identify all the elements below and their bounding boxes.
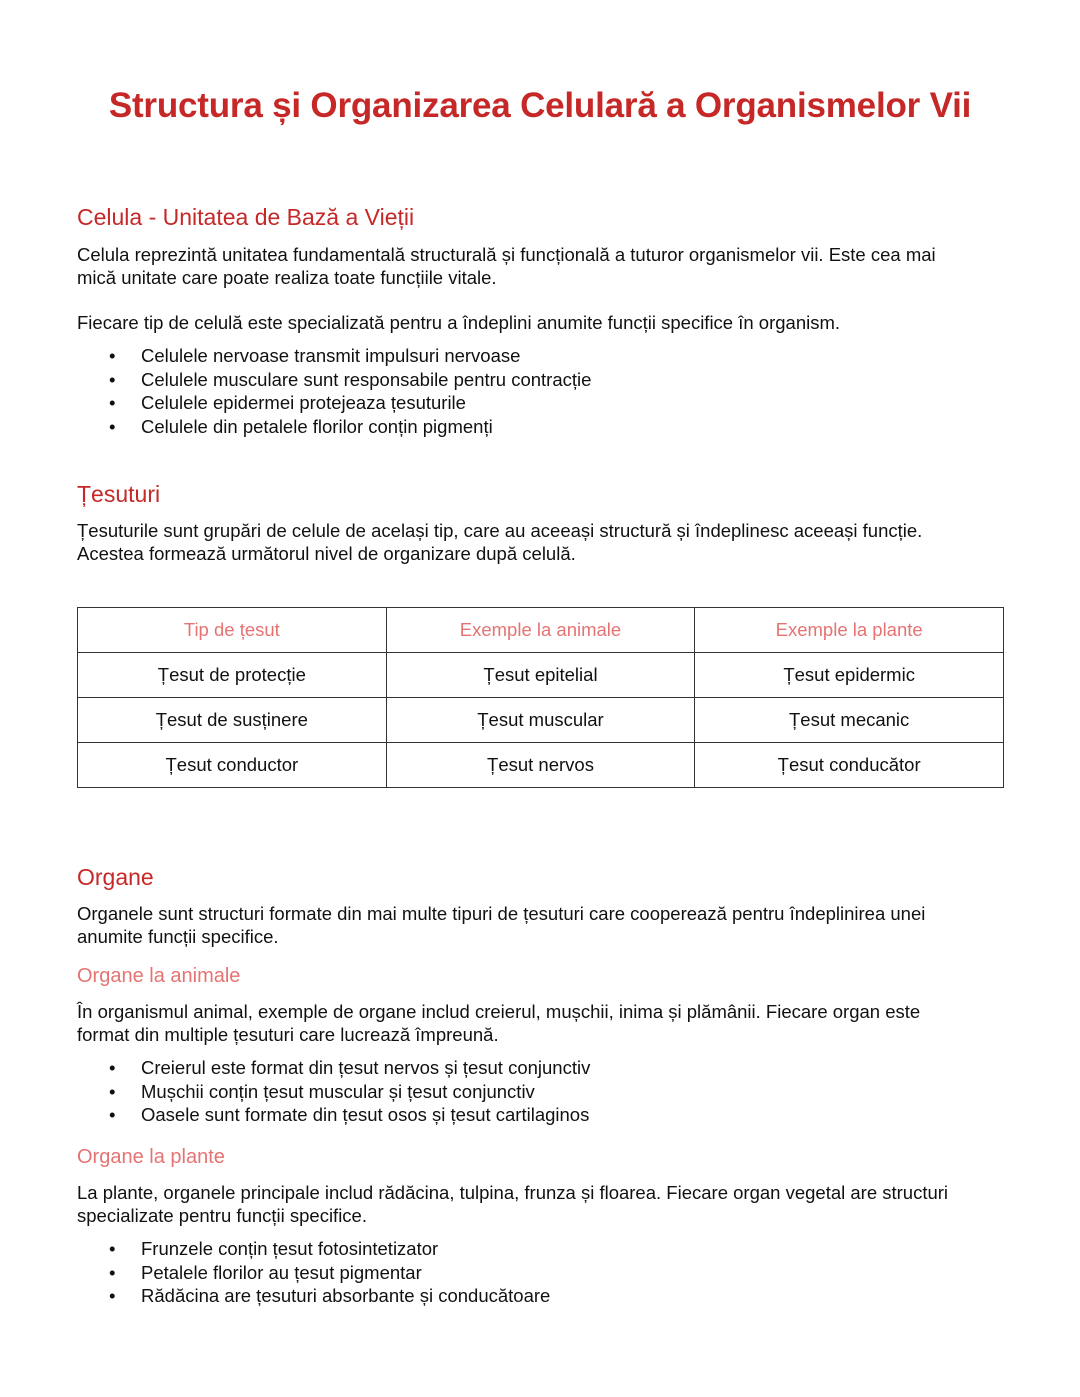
list-item-text: Celulele epidermei protejeaza țesuturile xyxy=(141,392,466,414)
list-item xyxy=(77,1261,550,1285)
bullet-list-organe-plante xyxy=(77,1237,550,1308)
bullet-icon: • xyxy=(109,392,116,414)
paragraph-line: În organismul animal, exemple de organe includ creierul, mușchii, inima și plămânii. Fiecare organ este xyxy=(77,1001,921,1022)
bullet-icon: • xyxy=(109,1285,116,1307)
paragraph-line: specializate pentru funcții specifice. xyxy=(77,1205,367,1226)
table-cell: Țesut nervos xyxy=(386,743,695,788)
paragraph-line: anumite funcții specifice. xyxy=(77,926,279,947)
bullet-list-celule xyxy=(77,344,591,439)
list-item-text: Mușchii conțin țesut muscular și țesut conjunctiv xyxy=(141,1080,535,1102)
table-header-cell: Exemple la plante xyxy=(695,608,1004,653)
bullet-icon: • xyxy=(109,416,116,438)
section-heading-organe: Organe xyxy=(77,864,154,890)
list-item xyxy=(77,391,591,415)
table-header-cell: Tip de țesut xyxy=(78,608,387,653)
table-row xyxy=(78,653,1004,698)
list-item-text: Oasele sunt formate din țesut osos și țesut cartilaginos xyxy=(141,1104,590,1126)
bullet-icon: • xyxy=(109,1104,116,1126)
page-title: Structura și Organizarea Celulară a Organismelor Vii xyxy=(108,86,972,125)
list-item xyxy=(77,1056,590,1080)
list-item xyxy=(77,368,591,392)
table-cell: Țesut muscular xyxy=(386,698,695,743)
paragraph-organe-animale xyxy=(77,1000,1003,1046)
section-heading-tesuturi: Țesuturi xyxy=(77,481,161,507)
section-heading-celula: Celula - Unitatea de Bază a Vieții xyxy=(77,204,415,230)
list-item-text: Celulele nervoase transmit impulsuri nervoase xyxy=(141,345,521,366)
list-item-text: Petalele florilor au țesut pigmentar xyxy=(141,1261,422,1283)
paragraph-line: La plante, organele principale includ rădăcina, tulpina, frunza și floarea. Fiecare organ vegetal are structuri xyxy=(77,1182,949,1203)
subsection-heading-organe-animale: Organe la animale xyxy=(77,965,241,987)
list-item xyxy=(77,415,591,439)
paragraph-organe-plante xyxy=(77,1181,1003,1227)
paragraph-line: format din multiple țesuturi care lucrează împreună. xyxy=(77,1024,499,1045)
table-cell: Țesut de protecție xyxy=(78,653,387,698)
paragraph-organe xyxy=(77,902,1003,948)
table-header-row xyxy=(78,608,1004,653)
paragraph-celula-specializare: Fiecare tip de celulă este specializată pentru a îndeplini anumite funcții specifice în organism. xyxy=(77,312,841,333)
subsection-heading-organe-plante: Organe la plante xyxy=(77,1146,225,1168)
list-item-text: Frunzele conțin țesut fotosintetizator xyxy=(141,1238,439,1259)
bullet-list-organe-animale xyxy=(77,1056,590,1127)
paragraph-line: Organele sunt structuri formate din mai multe tipuri de țesuturi care cooperează pentru îndeplinirea unei xyxy=(77,903,926,924)
list-item-text: Rădăcina are țesuturi absorbante și conducătoare xyxy=(141,1285,551,1307)
bullet-icon: • xyxy=(109,1080,116,1102)
table-cell: Țesut epitelial xyxy=(386,653,695,698)
bullet-icon: • xyxy=(109,1057,116,1078)
tissue-table xyxy=(77,607,1004,788)
list-item xyxy=(77,1080,590,1104)
table-row xyxy=(78,698,1004,743)
list-item-text: Celulele din petalele florilor conțin pigmenți xyxy=(141,416,493,438)
paragraph-tesuturi xyxy=(77,519,1003,565)
list-item-text: Celulele musculare sunt responsabile pentru contracție xyxy=(141,368,592,390)
table-cell: Țesut conductor xyxy=(78,743,387,788)
bullet-icon: • xyxy=(109,1238,116,1259)
table-cell: Țesut mecanic xyxy=(695,698,1004,743)
list-item-text: Creierul este format din țesut nervos și țesut conjunctiv xyxy=(141,1057,591,1078)
list-item xyxy=(77,344,591,368)
bullet-icon: • xyxy=(109,368,116,390)
table-cell: Țesut conducător xyxy=(695,743,1004,788)
paragraph-celula-intro xyxy=(77,243,1003,289)
list-item xyxy=(77,1103,590,1127)
bullet-icon: • xyxy=(109,1261,116,1283)
paragraph-line: mică unitate care poate realiza toate funcțiile vitale. xyxy=(77,267,497,288)
list-item xyxy=(77,1284,550,1308)
table-row xyxy=(78,743,1004,788)
paragraph-line: Celula reprezintă unitatea fundamentală structurală și funcțională a tuturor organismelor vii. Este cea mai xyxy=(77,244,936,265)
table-header-cell: Exemple la animale xyxy=(386,608,695,653)
paragraph-line: Acestea formează următorul nivel de organizare după celulă. xyxy=(77,543,576,564)
bullet-icon: • xyxy=(109,345,116,366)
table-cell: Țesut de susținere xyxy=(78,698,387,743)
paragraph-line: Țesuturile sunt grupări de celule de același tip, care au aceeași structură și îndeplinesc aceeași funcție. xyxy=(77,520,923,541)
list-item xyxy=(77,1237,550,1261)
table-cell: Țesut epidermic xyxy=(695,653,1004,698)
